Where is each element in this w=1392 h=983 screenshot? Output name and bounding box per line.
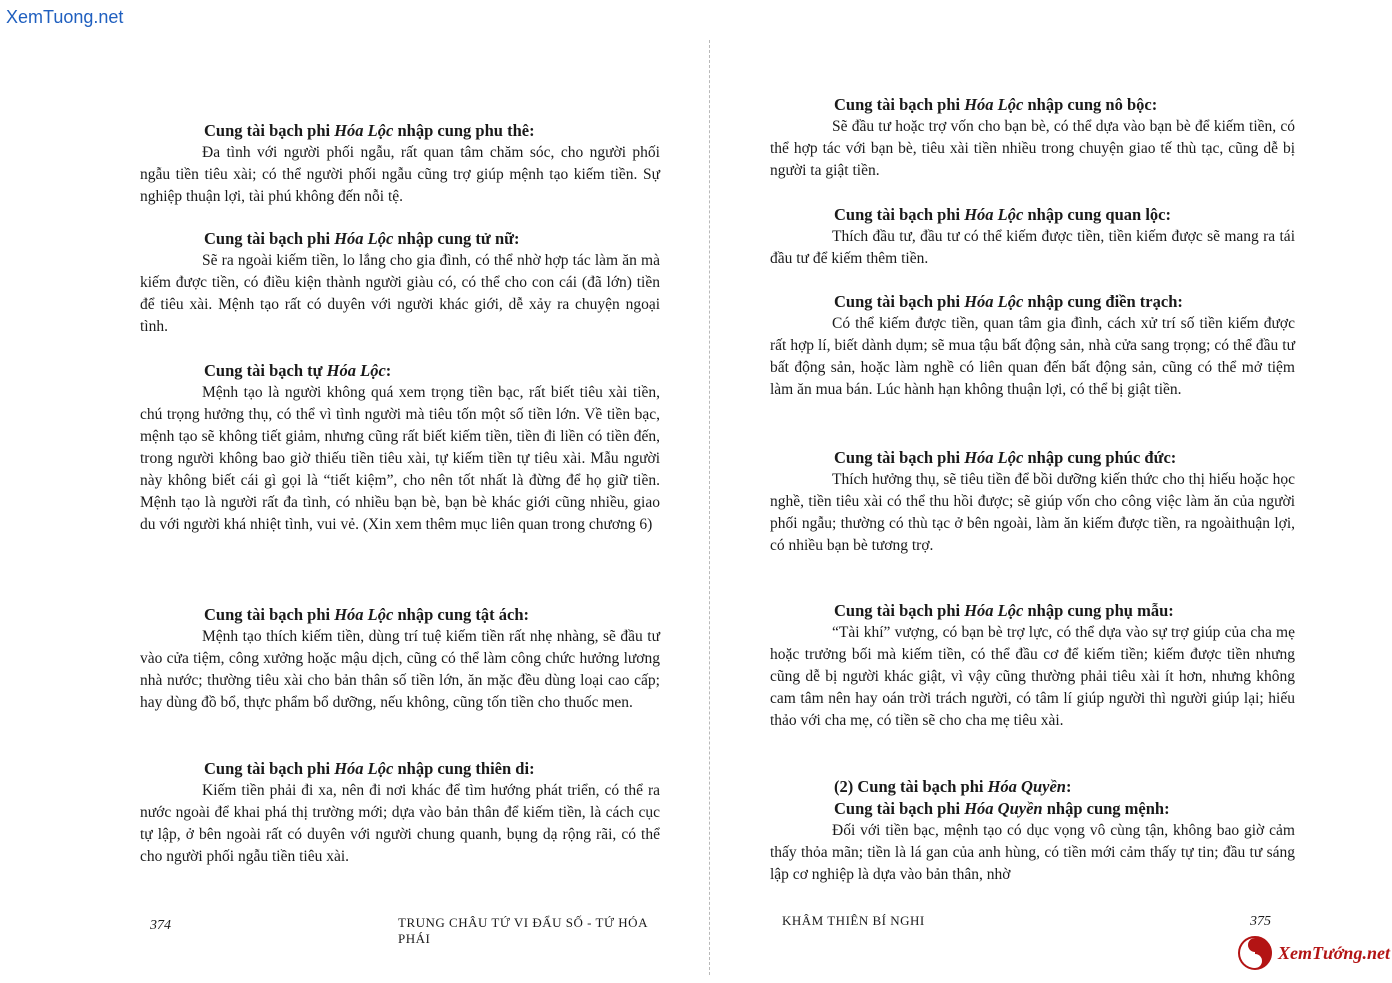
running-title: TRUNG CHÂU TỨ VI ĐẨU SỐ - TỨ HÓA PHÁI xyxy=(398,915,648,946)
section xyxy=(770,447,1295,557)
section xyxy=(770,776,1295,798)
page-number: 375 xyxy=(1250,914,1271,929)
section-body: Sẽ đầu tư hoặc trợ vốn cho bạn bè, có thể dựa vào bạn bè để kiếm tiền, có thể hợp tác với bạn bè, tiêu xài tiền nhiều trong chuyện giao tế thù tạc, cũng dễ bị người ta giật tiền. xyxy=(770,118,1295,179)
section-heading: Cung tài bạch phi Hóa Lộc nhập cung thiên di: xyxy=(204,759,535,778)
section-body: Mệnh tạo là người không quá xem trọng tiền bạc, rất biết tiêu xài tiền, chú trọng hưởng thụ, có thể vì tình người mà tiêu tốn một số tiền lớn. Về tiền bạc, mệnh tạo sẽ không tiết giảm, nhưng cũng rất biết kiếm tiền, tiền đi liền có tiền đến, trong người không bao giờ thiếu tiền tiêu xài, tự kiếm tiền tự tiêu xài. Mẫu người này không biết cái gì gọi là “tiết kiệm”, cho nên tốt nhất là đừng để họ giữ tiền. Mệnh tạo là người rất đa tình, có nhiều bạn bè, bạn bè khác giới cũng nhiều, giao du với người khá nhiệt tình, vui vẻ. (Xin xem thêm mục liên quan trong chương 6) xyxy=(140,384,660,533)
left-page xyxy=(140,0,660,983)
site-logo[interactable]: XemTuong.net xyxy=(6,7,124,27)
section xyxy=(770,600,1295,732)
section-body: Kiếm tiền phải đi xa, nên đi nơi khác để tìm hướng phát triển, có thể ra nước ngoài để khai phá thị trường mới; dựa vào bản thân để kiếm tiền, là cách cục tự lập, ở bên ngoài rất có duyên với người chung quanh, bụng dạ rộng rãi, có thể cho người phối ngẫu tiền tiêu xài. xyxy=(140,782,660,865)
yin-yang-icon xyxy=(1238,936,1272,970)
book-spine xyxy=(709,40,710,975)
section-heading: Cung tài bạch phi Hóa Lộc nhập cung quan lộc: xyxy=(834,205,1171,224)
section xyxy=(140,228,660,338)
section xyxy=(140,120,660,208)
section-body: Thích đầu tư, đầu tư có thể kiếm được tiền, tiền kiếm được sẽ mang ra tái đầu tư để kiếm thêm tiền. xyxy=(770,228,1295,267)
section-body: Đối với tiền bạc, mệnh tạo có dục vọng vô cùng tận, không bao giờ cảm thấy thỏa mãn; tiền là lá gan của anh hùng, có tiền mới cảm thấy tự tin; đầu tư sáng lập cơ nghiệp là dựa vào bản thân, nhờ xyxy=(770,822,1295,883)
section xyxy=(770,798,1295,886)
section-body: “Tài khí” vượng, có bạn bè trợ lực, có thể dựa vào sự trợ giúp của cha mẹ hoặc trưởng bối mà kiếm tiền, có thể đầu cơ để kiếm tiền; kiếm được tiền nhưng cũng dễ bị người khác giật, vì vậy cũng thường phải tiêu xài ít hơn, nhưng không cam tâm nên hay oán trời trách người, có tâm lí giúp người thì người giúp lại; hiếu thảo với cha mẹ, có tiền sẽ cho cha mẹ tiêu xài. xyxy=(770,624,1295,729)
running-title: KHÂM THIÊN BÍ NGHI xyxy=(782,913,925,928)
section-body: Mệnh tạo thích kiếm tiền, dùng trí tuệ kiếm tiền rất nhẹ nhàng, sẽ đầu tư vào cửa tiệm, công xưởng hoặc mậu dịch, cũng có thể làm công chức hưởng lương nhà nước; thường tiêu xài cho bản thân số tiền lớn, ăn mặc đều dùng loại cao cấp; hay dùng đồ bổ, thực phẩm bổ dưỡng, nếu không, cũng tốn tiền cho thuốc men. xyxy=(140,628,660,711)
section-heading: Cung tài bạch phi Hóa Lộc nhập cung tử nữ: xyxy=(204,229,520,248)
section-heading: Cung tài bạch phi Hóa Lộc nhập cung phụ mẫu: xyxy=(834,601,1174,620)
section-heading: Cung tài bạch tự Hóa Lộc: xyxy=(204,361,392,380)
section xyxy=(140,758,660,868)
section-heading: (2) Cung tài bạch phi Hóa Quyền: xyxy=(834,777,1072,796)
page-number: 374 xyxy=(150,918,171,933)
stamp-text: XemTướng.net xyxy=(1278,942,1390,963)
section xyxy=(770,204,1295,270)
section-heading: Cung tài bạch phi Hóa Lộc nhập cung phu thê: xyxy=(204,121,535,140)
section-heading: Cung tài bạch phi Hóa Lộc nhập cung phúc đức: xyxy=(834,448,1177,467)
section-body: Có thể kiếm được tiền, quan tâm gia đình, cách xử trí số tiền kiếm được rất hợp lí, biết dành dụm; sẽ mua tậu bất động sản, nhà cửa sang trọng; có thể đầu tư bất động sản, hoặc làm nghề có liên quan đến bất động sản, cũng có thể mở tiệm làm ăn mua bán. Lúc hành hạn không thuận lợi, có thể bị giật tiền. xyxy=(770,315,1295,398)
section-heading: Cung tài bạch phi Hóa Quyền nhập cung mệnh: xyxy=(834,799,1170,818)
section xyxy=(770,291,1295,401)
section xyxy=(770,94,1295,182)
section xyxy=(140,360,660,536)
section-heading: Cung tài bạch phi Hóa Lộc nhập cung điền trạch: xyxy=(834,292,1183,311)
watermark-stamp xyxy=(1238,931,1390,975)
right-page xyxy=(770,0,1295,983)
section-body: Thích hưởng thụ, sẽ tiêu tiền để bồi dưỡng kiến thức cho thị hiếu hoặc học nghề, tiền tiêu xài có thể thu hồi được; sẽ giúp vốn cho công việc làm ăn của người phối ngẫu; thường có thù tạc ở bên ngoài, làm ăn kiếm được tiền, ra ngoàithuận lợi, có nhiều bạn bè tương trợ. xyxy=(770,471,1295,554)
section-body: Đa tình với người phối ngẫu, rất quan tâm chăm sóc, cho người phối ngẫu tiền tiêu xài; có thể người phối ngẫu cũng trợ giúp mệnh tạo kiếm tiền. Sự nghiệp thuận lợi, tài phú không đến nỗi tệ. xyxy=(140,144,660,205)
section-body: Sẽ ra ngoài kiếm tiền, lo lắng cho gia đình, có thể nhờ hợp tác làm ăn mà kiếm được tiền, có điều kiện thành người giàu có, có thể cho con cái (đã lớn) tiền để tiêu xài. Mệnh tạo rất có duyên với người khác giới, dễ xảy ra chuyện ngoại tình. xyxy=(140,252,660,335)
section-heading: Cung tài bạch phi Hóa Lộc nhập cung nô bộc: xyxy=(834,95,1158,114)
section-heading: Cung tài bạch phi Hóa Lộc nhập cung tật ách: xyxy=(204,605,530,624)
section xyxy=(140,604,660,714)
